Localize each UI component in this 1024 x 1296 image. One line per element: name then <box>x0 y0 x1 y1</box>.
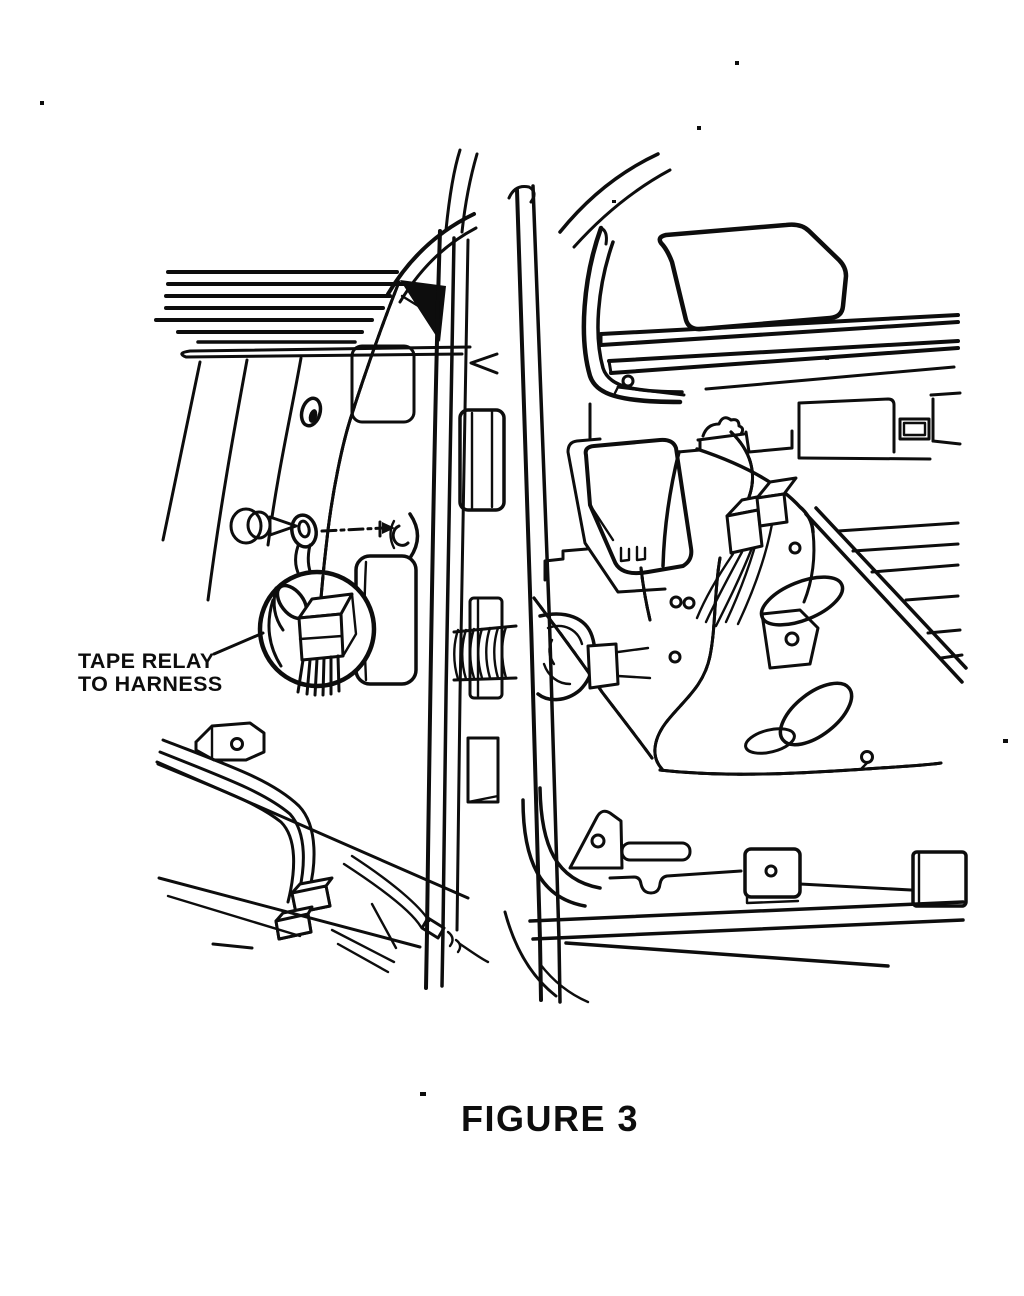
quarter-glass <box>660 225 846 329</box>
speaker-opening <box>568 439 691 592</box>
step-bracket <box>545 549 587 580</box>
leader-line <box>214 633 263 654</box>
belt-moldings <box>601 315 958 395</box>
panel-holes <box>670 543 873 768</box>
door-bottom <box>505 788 966 1002</box>
lower-bracket <box>196 723 264 760</box>
b-pillar <box>426 150 670 1002</box>
trim-strip <box>182 347 470 357</box>
callout-tape-relay <box>78 633 263 696</box>
door-harness-front <box>641 432 941 774</box>
oval-hole-large <box>770 672 862 757</box>
oval-hole-top <box>755 567 849 634</box>
callout-line-1: TAPE RELAY <box>78 649 215 673</box>
harness-bottom-run <box>660 763 941 774</box>
callout-line-2: TO HARNESS <box>78 672 223 696</box>
panel-crease-lines <box>163 358 301 600</box>
ring-terminal <box>289 513 319 549</box>
quarter-harness-connector <box>276 878 332 939</box>
oval-hole-small <box>743 724 797 757</box>
scan-specks <box>40 61 1008 1096</box>
lower-brace-diagonals <box>806 508 966 682</box>
grommet-hole <box>298 396 323 428</box>
centerline <box>322 528 384 531</box>
door-relay-b <box>757 478 796 526</box>
inset-rope <box>321 576 323 598</box>
weatherstrip-arrow <box>471 354 497 373</box>
figure-caption: FIGURE 3 <box>460 1098 640 1139</box>
striker-plate <box>460 410 504 510</box>
door-assembly <box>505 225 966 1002</box>
harness-branch <box>641 568 650 620</box>
pillar-grommet <box>391 514 418 558</box>
map-pocket-recess <box>799 393 960 459</box>
